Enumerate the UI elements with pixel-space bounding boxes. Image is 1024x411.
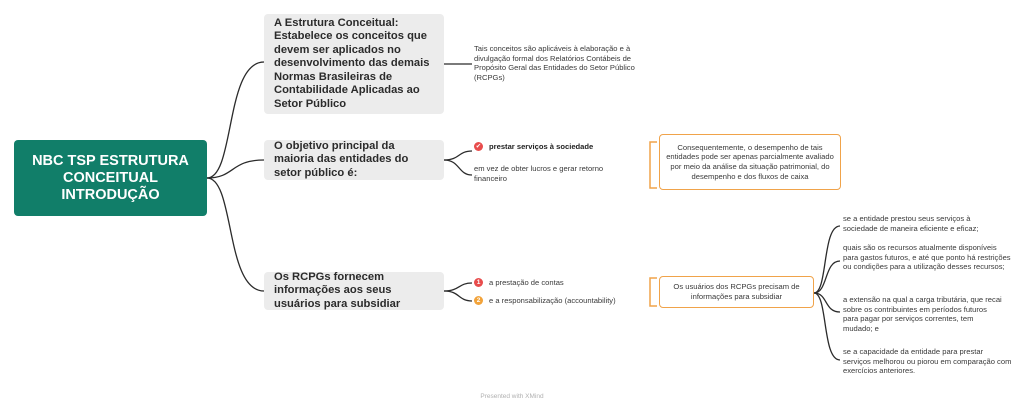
main-topic-label: A Estrutura Conceitual: Estabelece os conceitos que devem ser aplicados no desenvolvimento das demais Normas Brasileiras de Contabilidade Aplicadas ao Setor Público bbox=[274, 17, 430, 110]
link-callout-child-1 bbox=[814, 226, 840, 293]
callout-child-capacidade-servicos[interactable]: se a capacidade da entidade para prestar serviços melhorou ou piorou em comparação com exercícios anteriores. bbox=[843, 347, 1012, 376]
link-branch-2-child-1 bbox=[444, 151, 472, 160]
callout-usuarios-precisam[interactable]: Os usuários dos RCPGs precisam de informações para subsidiar bbox=[659, 276, 814, 308]
number-two-icon: 2 bbox=[474, 296, 483, 305]
link-branch-3-child-1 bbox=[444, 283, 472, 291]
callout-bracket-2 bbox=[650, 278, 657, 306]
main-topic-estrutura-conceitual[interactable] bbox=[264, 14, 444, 114]
link-branch-2-child-2 bbox=[444, 160, 472, 175]
subtopic-conceitos-aplicaveis[interactable]: Tais conceitos são aplicáveis à elaboração e à divulgação formal dos Relatórios Contábeis de Propósito Geral das Entidades do Setor Público (RCPGs) bbox=[474, 44, 635, 82]
main-topic-label: O objetivo principal da maioria das entidades do setor público é: bbox=[274, 139, 409, 179]
main-topic-objetivo-principal[interactable] bbox=[264, 140, 444, 180]
xmind-watermark: Presented with XMind bbox=[480, 393, 544, 400]
main-topic-label: Os RCPGs fornecem informações aos seus usuários para subsidiar bbox=[274, 270, 401, 310]
root-topic[interactable] bbox=[14, 140, 207, 216]
check-icon: ✔ bbox=[475, 143, 482, 150]
subtopic-responsabilizacao[interactable]: 2 e a responsabilização (accountability) bbox=[474, 296, 644, 306]
main-topic-rcpgs-fornecem[interactable] bbox=[264, 272, 444, 310]
callout-child-eficiente-eficaz[interactable]: se a entidade prestou seus serviços à sociedade de maneira eficiente e eficaz; bbox=[843, 214, 979, 233]
link-branch-3-child-2 bbox=[444, 291, 472, 301]
callout-child-recursos-disponiveis[interactable]: quais são os recursos atualmente disponíveis para gastos futuros, e até que ponto há restrições ou condições para a utilização desses recursos; bbox=[843, 243, 1011, 272]
root-topic-label: NBC TSP ESTRUTURA CONCEITUAL INTRODUÇÃO bbox=[32, 152, 189, 203]
number-one-icon: 1 bbox=[474, 278, 483, 287]
callout-bracket-1 bbox=[650, 142, 657, 188]
subtopic-prestacao-de-contas[interactable]: 1 a prestação de contas bbox=[474, 278, 634, 288]
callout-consequentemente[interactable]: Consequentemente, o desempenho de tais entidades pode ser apenas parcialmente avaliado por meio da análise da situação patrimonial, do desempenho e dos fluxos de caixa bbox=[659, 134, 841, 190]
link-root-branch-2 bbox=[207, 160, 264, 178]
subtopic-em-vez-de-lucros[interactable]: em vez de obter lucros e gerar retorno financeiro bbox=[474, 164, 604, 183]
link-root-branch-3 bbox=[207, 178, 264, 291]
subtopic-prestar-servicos[interactable]: ✔ prestar serviços à sociedade bbox=[475, 142, 594, 151]
callout-child-carga-tributaria[interactable]: a extensão na qual a carga tributária, que recai sobre os contribuintes em períodos futuros para pagar por serviços correntes, tem mudado; e bbox=[843, 295, 1002, 333]
link-callout-child-2 bbox=[814, 261, 840, 293]
